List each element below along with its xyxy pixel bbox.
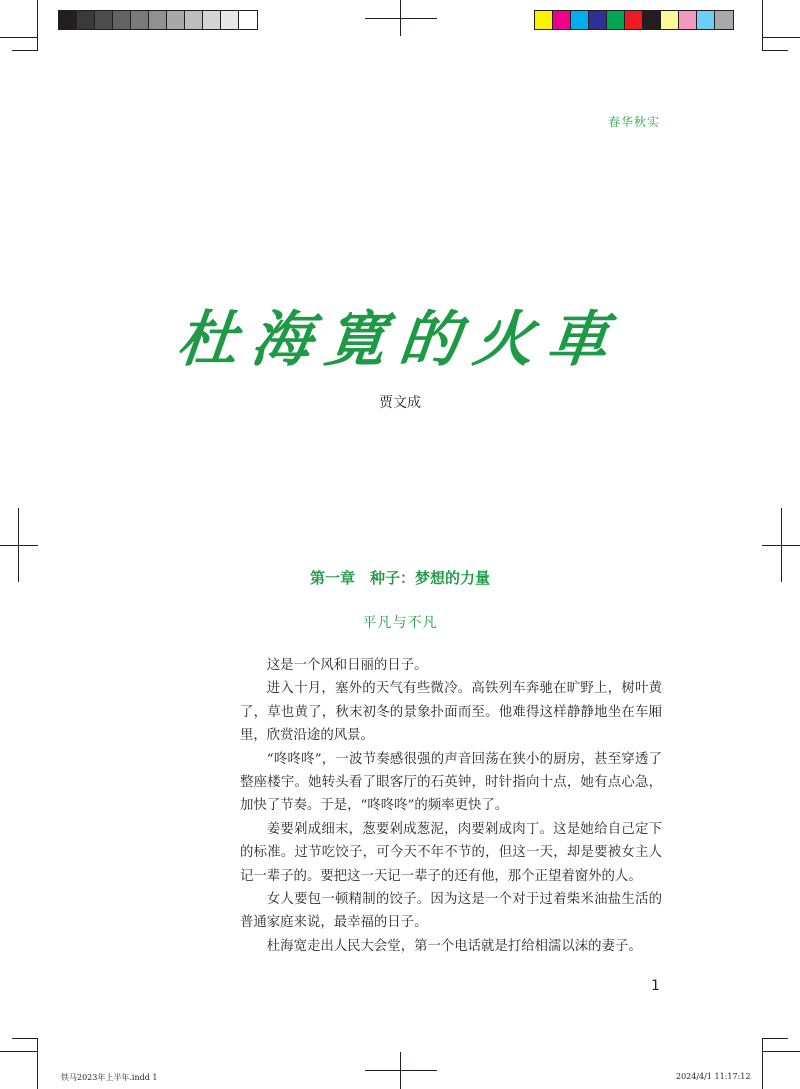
registration-mark (365, 1070, 437, 1071)
crop-mark (762, 50, 788, 51)
crop-mark (762, 1038, 788, 1039)
paragraph: 女人要包一顿精制的饺子。因为这是一个对于过着柴米油盐生活的普通家庭来说，最幸福的日子。 (240, 892, 662, 931)
crop-mark (0, 1051, 37, 1052)
article-title: 杜海寛的火車 (173, 305, 626, 375)
color-swatch (59, 11, 77, 29)
color-swatch (553, 11, 571, 29)
chapter-title: 第一章 种子：梦想的力量 (309, 569, 490, 587)
color-swatch (149, 11, 167, 29)
color-swatch (95, 11, 113, 29)
color-swatch (679, 11, 697, 29)
paragraph: 姜要剁成细末，葱要剁成葱泥，肉要剁成肉丁。这是她给自己定下的标准。过节吃饺子，可今天不年不节的，但这一天，却是要被女主人记一辈子的。要把这一天记一辈子的还有他，那个正望着窗外的人。 (240, 821, 662, 884)
color-swatch (113, 11, 131, 29)
crop-mark (762, 1051, 800, 1052)
color-swatch (131, 11, 149, 29)
slug-timestamp: 2024/4/1 11:17:12 (676, 1072, 751, 1081)
article-body (240, 654, 662, 958)
paragraph: “咚咚咚”，一波节奏感很强的声音回荡在狭小的厨房，甚至穿透了整座楼宇。她转头看了眼客厅的石英钟，时针指向十点，她有点心急，加快了节奏。于是，“咚咚咚”的频率更快了。 (240, 751, 662, 814)
crop-mark (12, 1038, 38, 1039)
color-calibration-bar (534, 10, 734, 30)
section-label: 春华秋实 (607, 115, 660, 129)
paragraph: 杜海宽走出人民大会堂，第一个电话就是打给相濡以沫的妻子。 (266, 938, 642, 954)
color-swatch (239, 11, 257, 29)
section-title: 平凡与不凡 (362, 615, 438, 631)
crop-mark (762, 0, 763, 50)
author-name: 贾文成 (379, 395, 421, 411)
color-swatch (203, 11, 221, 29)
slug-file-name: 铁马2023年上半年.indd 1 (61, 1073, 158, 1082)
color-swatch (661, 11, 679, 29)
paragraph: 这是一个风和日丽的日子。 (266, 658, 428, 673)
color-swatch (535, 11, 553, 29)
paragraph: 进入十月，塞外的天气有些微冷。高铁列车奔驰在旷野上，树叶黄了，草也黄了，秋末初冬的景象扑面而至。他难得这样静静地坐在车厢里，欣赏沿途的风景。 (240, 681, 662, 744)
crop-mark (0, 37, 37, 38)
page-number: 1 (651, 978, 660, 994)
registration-mark (0, 545, 38, 546)
color-swatch (589, 11, 607, 29)
color-swatch (607, 11, 625, 29)
color-swatch (185, 11, 203, 29)
color-swatch (571, 11, 589, 29)
crop-mark (12, 50, 38, 51)
color-swatch (697, 11, 715, 29)
crop-mark (762, 1038, 763, 1089)
color-swatch (643, 11, 661, 29)
color-swatch (221, 11, 239, 29)
crop-mark (37, 1038, 38, 1089)
grayscale-calibration-bar (58, 10, 258, 30)
color-swatch (625, 11, 643, 29)
registration-mark (365, 18, 437, 19)
crop-mark (762, 37, 800, 38)
color-swatch (715, 11, 733, 29)
crop-mark (37, 0, 38, 50)
color-swatch (167, 11, 185, 29)
color-swatch (77, 11, 95, 29)
